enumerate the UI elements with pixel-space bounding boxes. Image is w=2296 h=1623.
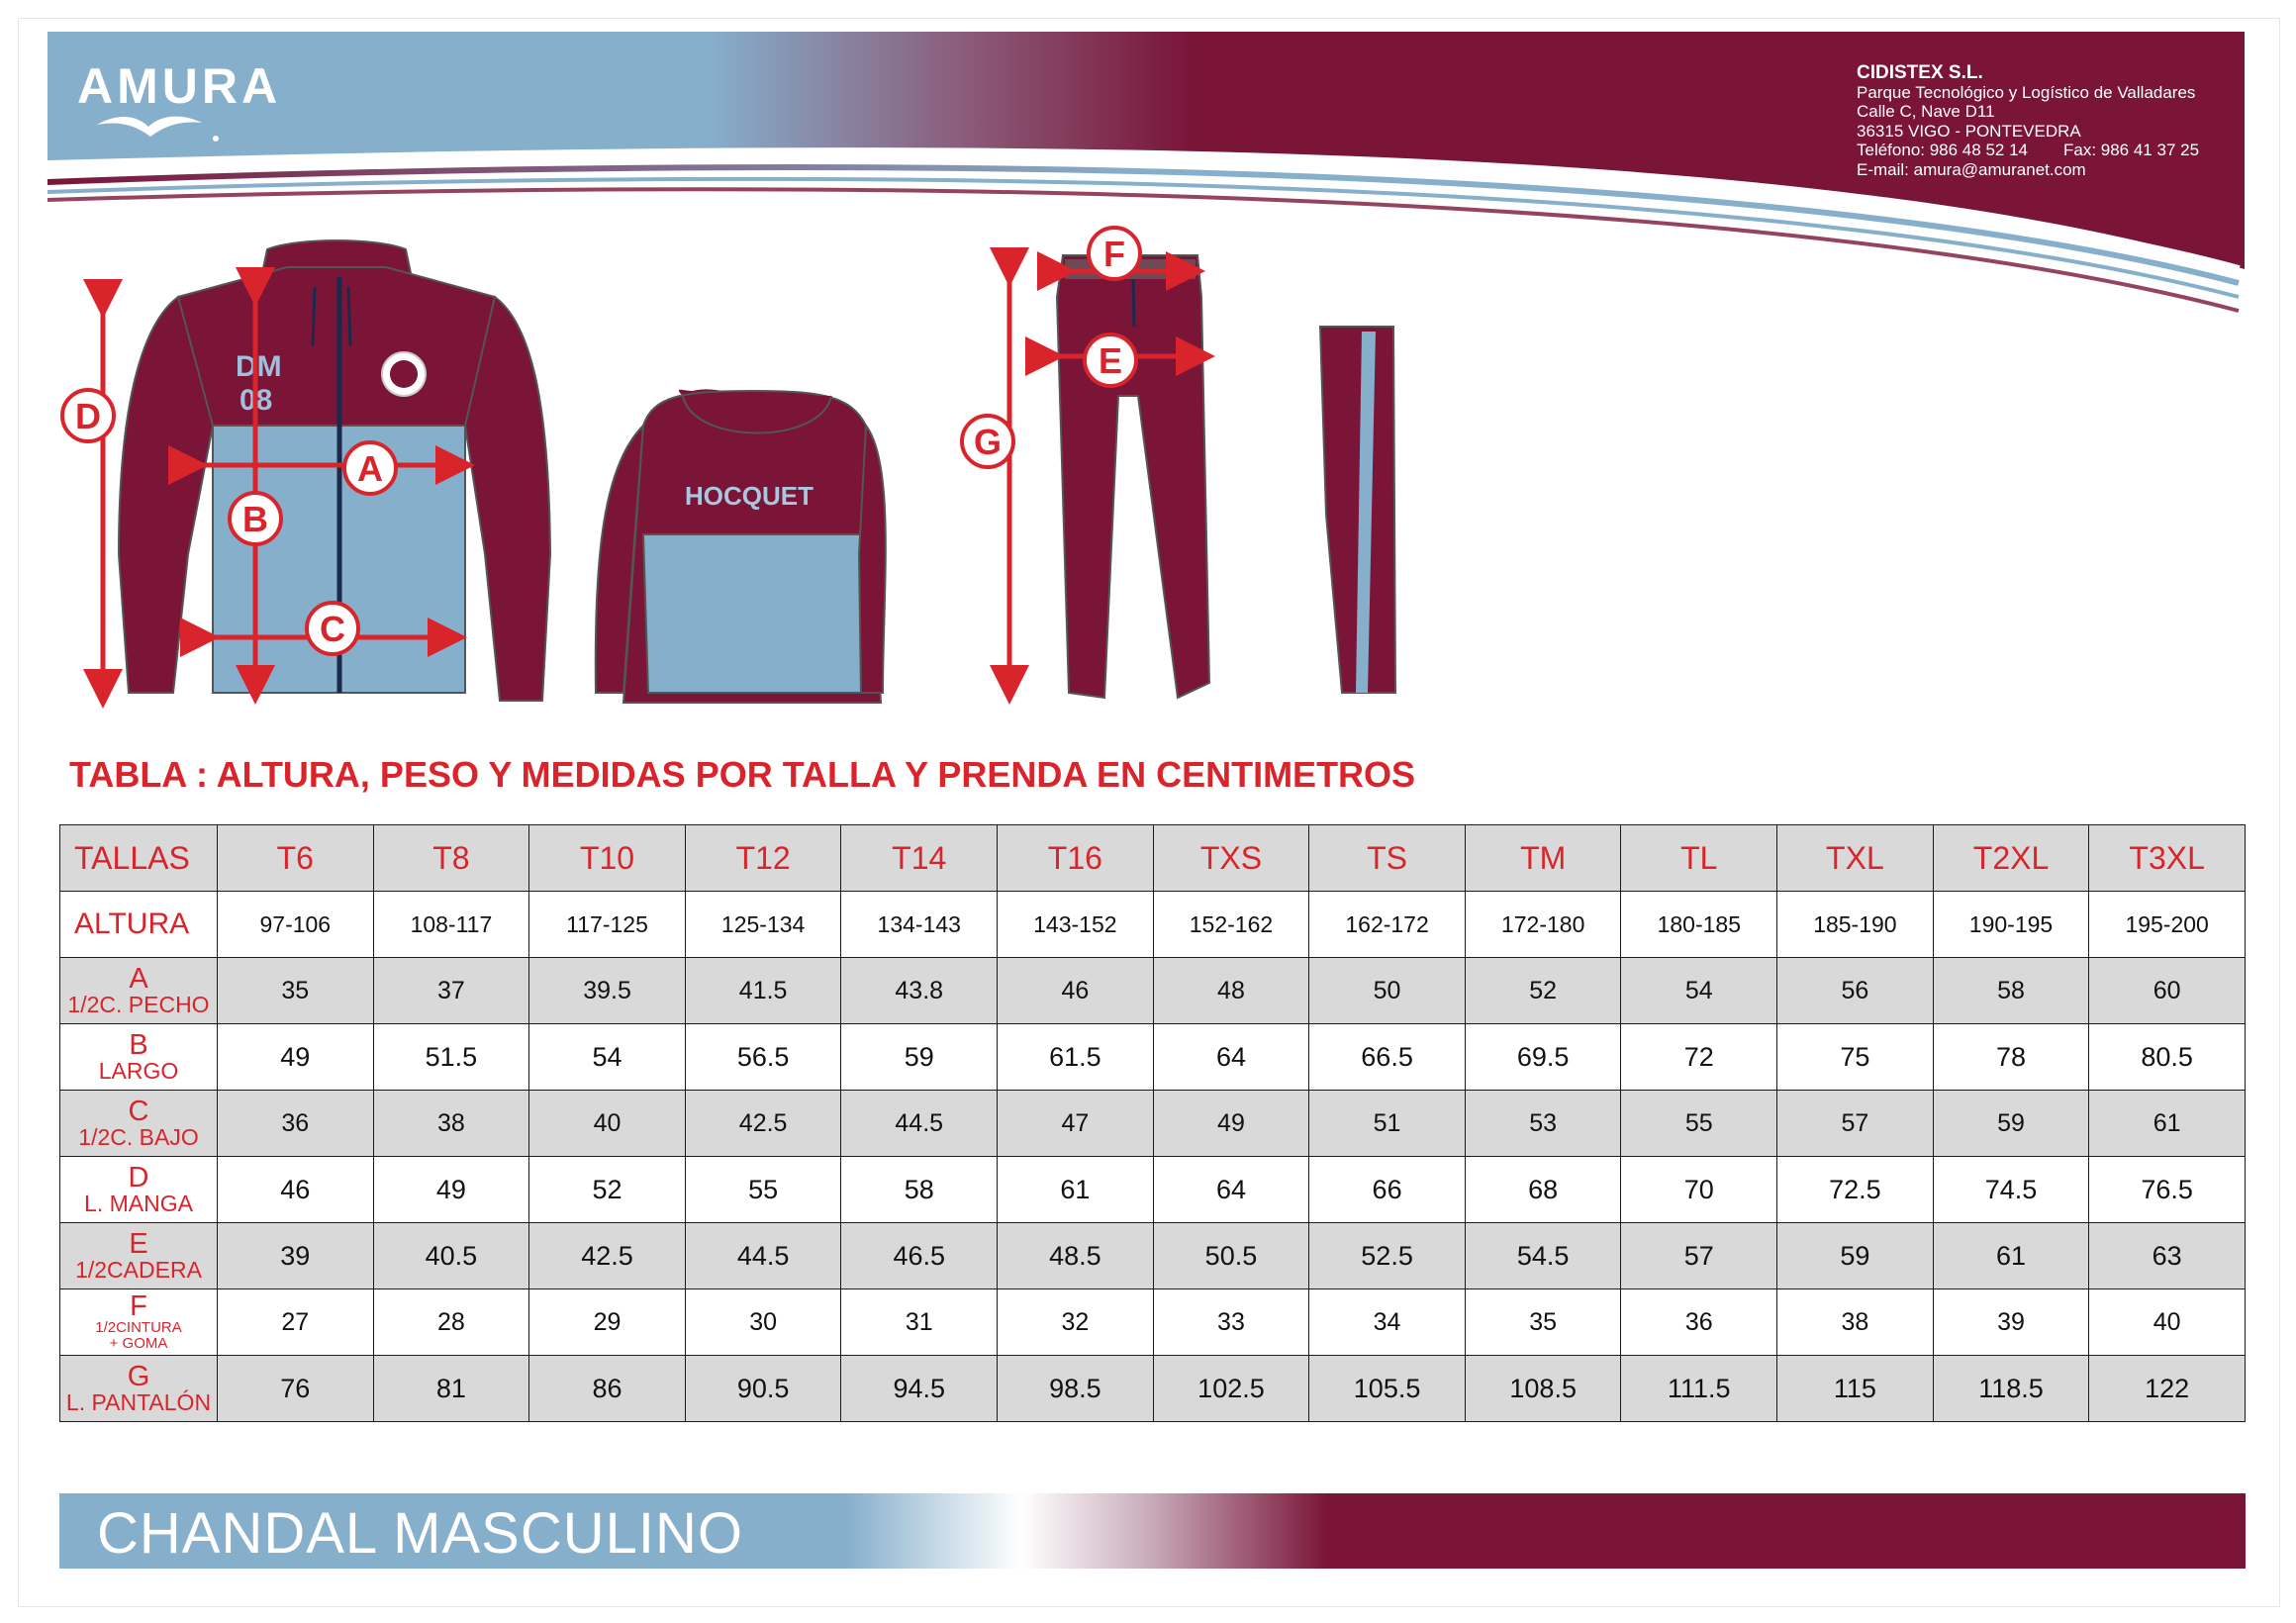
table-cell: 57 [1621, 1223, 1777, 1289]
table-cell: 31 [841, 1289, 998, 1356]
altura-label: ALTURA [60, 892, 218, 958]
table-cell: 35 [1465, 1289, 1621, 1356]
company-name: CIDISTEX S.L. [1857, 62, 1983, 83]
table-cell: 46 [218, 1157, 374, 1223]
table-title: TABLA : ALTURA, PESO Y MEDIDAS POR TALLA Y PRENDA EN CENTIMETROS [69, 754, 1416, 795]
table-cell: 108-117 [373, 892, 529, 958]
row-label-f: F 1/2CINTURA + GOMA [60, 1289, 218, 1356]
table-cell: 63 [2089, 1223, 2246, 1289]
table-cell: 60 [2089, 958, 2246, 1024]
table-cell: 105.5 [1309, 1356, 1466, 1422]
size-header-t2xl: T2XL [1933, 825, 2089, 892]
address-line-1: Parque Tecnológico y Logístico de Valladares [1857, 82, 2196, 102]
table-cell: 80.5 [2089, 1024, 2246, 1091]
table-header-row [60, 825, 2246, 892]
table-cell: 40 [529, 1091, 686, 1157]
size-header-t10: T10 [529, 825, 686, 892]
row-label-d: D L. MANGA [60, 1157, 218, 1223]
table-cell: 59 [1777, 1223, 1934, 1289]
table-cell: 39 [1933, 1289, 2089, 1356]
garment-illustrations [0, 0, 2296, 732]
table-cell: 152-162 [1153, 892, 1309, 958]
table-cell: 172-180 [1465, 892, 1621, 958]
measure-row-e [60, 1223, 2246, 1289]
svg-text:B: B [242, 499, 268, 539]
table-cell: 56 [1777, 958, 1934, 1024]
svg-text:C: C [320, 609, 345, 649]
table-cell: 61 [998, 1157, 1154, 1223]
row-label-e: E 1/2CADERA [60, 1223, 218, 1289]
table-cell: 81 [373, 1356, 529, 1422]
measure-marker-a [344, 442, 396, 494]
table-cell: 72.5 [1777, 1157, 1934, 1223]
table-cell: 49 [218, 1024, 374, 1091]
fax-number: Fax: 986 41 37 25 [2062, 141, 2200, 159]
table-cell: 59 [841, 1024, 998, 1091]
row-label-c: C 1/2C. BAJO [60, 1091, 218, 1157]
measure-row-a [60, 958, 2246, 1024]
table-cell: 33 [1153, 1289, 1309, 1356]
table-cell: 125-134 [685, 892, 841, 958]
table-cell: 48 [1153, 958, 1309, 1024]
table-cell: 97-106 [218, 892, 374, 958]
table-cell: 44.5 [685, 1223, 841, 1289]
table-cell: 98.5 [998, 1356, 1154, 1422]
table-cell: 86 [529, 1356, 686, 1422]
table-cell: 69.5 [1465, 1024, 1621, 1091]
jacket-chest-print: DM [236, 350, 282, 383]
measure-marker-d [62, 390, 114, 441]
measure-marker-f [1089, 228, 1140, 279]
row-label-g: G L. PANTALÓN [60, 1356, 218, 1422]
table-cell: 108.5 [1465, 1356, 1621, 1422]
table-cell: 76.5 [2089, 1157, 2246, 1223]
measure-marker-g [962, 416, 1013, 467]
table-cell: 39 [218, 1223, 374, 1289]
jacket-number-print: 08 [239, 384, 273, 417]
size-header-txs: TXS [1153, 825, 1309, 892]
svg-text:F: F [1103, 234, 1125, 274]
table-cell: 30 [685, 1289, 841, 1356]
table-cell: 52 [1465, 958, 1621, 1024]
table-cell: 55 [685, 1157, 841, 1223]
table-cell: 27 [218, 1289, 374, 1356]
table-cell: 70 [1621, 1157, 1777, 1223]
table-cell: 58 [841, 1157, 998, 1223]
table-cell: 115 [1777, 1356, 1934, 1422]
table-cell: 76 [218, 1356, 374, 1422]
phone-number: Teléfono: 986 48 52 14 [1857, 141, 2028, 159]
table-cell: 94.5 [841, 1356, 998, 1422]
measure-row-d [60, 1157, 2246, 1223]
size-header-tl: TL [1621, 825, 1777, 892]
row-label-a: A 1/2C. PECHO [60, 958, 218, 1024]
measure-row-g [60, 1356, 2246, 1422]
table-cell: 54.5 [1465, 1223, 1621, 1289]
table-cell: 185-190 [1777, 892, 1934, 958]
table-cell: 64 [1153, 1024, 1309, 1091]
table-cell: 61 [2089, 1091, 2246, 1157]
email-line: E-mail: amura@amuranet.com [1857, 159, 2086, 179]
table-cell: 46.5 [841, 1223, 998, 1289]
tallas-header: TALLAS [60, 825, 218, 892]
svg-text:D: D [75, 396, 101, 436]
table-cell: 43.8 [841, 958, 998, 1024]
table-cell: 58 [1933, 958, 2089, 1024]
table-cell: 42.5 [529, 1223, 686, 1289]
table-cell: 52.5 [1309, 1223, 1466, 1289]
table-cell: 28 [373, 1289, 529, 1356]
table-cell: 42.5 [685, 1091, 841, 1157]
svg-text:G: G [973, 422, 1003, 462]
table-cell: 40.5 [373, 1223, 529, 1289]
table-cell: 78 [1933, 1024, 2089, 1091]
table-cell: 41.5 [685, 958, 841, 1024]
table-cell: 48.5 [998, 1223, 1154, 1289]
table-cell: 44.5 [841, 1091, 998, 1157]
size-header-t16: T16 [998, 825, 1154, 892]
table-cell: 59 [1933, 1091, 2089, 1157]
jacket-back-illustration [596, 389, 886, 703]
table-cell: 47 [998, 1091, 1154, 1157]
table-cell: 180-185 [1621, 892, 1777, 958]
table-cell: 38 [1777, 1289, 1934, 1356]
table-cell: 54 [1621, 958, 1777, 1024]
table-cell: 61 [1933, 1223, 2089, 1289]
size-header-txl: TXL [1777, 825, 1934, 892]
logo-text: AMURA [77, 58, 282, 114]
table-cell: 195-200 [2089, 892, 2246, 958]
table-cell: 49 [1153, 1091, 1309, 1157]
row-label-b: B LARGO [60, 1024, 218, 1091]
address-line-3: 36315 VIGO - PONTEVEDRA [1857, 121, 2081, 141]
footer-title: CHANDAL MASCULINO [97, 1501, 743, 1566]
table-cell: 102.5 [1153, 1356, 1309, 1422]
table-cell: 29 [529, 1289, 686, 1356]
trousers-side-illustration [1320, 327, 1395, 693]
table-cell: 46 [998, 958, 1154, 1024]
table-cell: 64 [1153, 1157, 1309, 1223]
table-cell: 75 [1777, 1024, 1934, 1091]
table-cell: 90.5 [685, 1356, 841, 1422]
table-cell: 36 [218, 1091, 374, 1157]
table-cell: 40 [2089, 1289, 2246, 1356]
table-cell: 72 [1621, 1024, 1777, 1091]
table-cell: 66.5 [1309, 1024, 1466, 1091]
table-cell: 39.5 [529, 958, 686, 1024]
size-header-t6: T6 [218, 825, 374, 892]
table-cell: 57 [1777, 1091, 1934, 1157]
table-cell: 134-143 [841, 892, 998, 958]
size-table [59, 824, 2246, 1422]
table-cell: 50 [1309, 958, 1466, 1024]
size-header-ts: TS [1309, 825, 1466, 892]
measure-row-b [60, 1024, 2246, 1091]
measure-row-c [60, 1091, 2246, 1157]
measure-row-f [60, 1289, 2246, 1356]
table-cell: 52 [529, 1157, 686, 1223]
table-cell: 51 [1309, 1091, 1466, 1157]
table-cell: 190-195 [1933, 892, 2089, 958]
table-cell: 111.5 [1621, 1356, 1777, 1422]
measure-marker-b [230, 493, 281, 544]
svg-text:E: E [1098, 340, 1123, 381]
table-cell: 68 [1465, 1157, 1621, 1223]
table-cell: 32 [998, 1289, 1154, 1356]
table-cell: 38 [373, 1091, 529, 1157]
table-cell: 122 [2089, 1356, 2246, 1422]
svg-text:A: A [357, 448, 383, 489]
table-cell: 37 [373, 958, 529, 1024]
table-cell: 51.5 [373, 1024, 529, 1091]
table-cell: 50.5 [1153, 1223, 1309, 1289]
size-header-t8: T8 [373, 825, 529, 892]
measure-marker-c [307, 603, 358, 654]
table-cell: 56.5 [685, 1024, 841, 1091]
table-cell: 143-152 [998, 892, 1154, 958]
table-cell: 35 [218, 958, 374, 1024]
table-cell: 54 [529, 1024, 686, 1091]
address-line-2: Calle C, Nave D11 [1857, 102, 1995, 121]
size-header-t3xl: T3XL [2089, 825, 2246, 892]
size-header-tm: TM [1465, 825, 1621, 892]
table-cell: 61.5 [998, 1024, 1154, 1091]
jacket-back-name-print: HOCQUET [685, 481, 813, 511]
table-cell: 162-172 [1309, 892, 1466, 958]
table-cell: 55 [1621, 1091, 1777, 1157]
table-cell: 74.5 [1933, 1157, 2089, 1223]
table-cell: 66 [1309, 1157, 1466, 1223]
size-header-t12: T12 [685, 825, 841, 892]
table-cell: 34 [1309, 1289, 1466, 1356]
table-cell: 36 [1621, 1289, 1777, 1356]
trousers-front-illustration [1057, 255, 1209, 698]
measure-marker-e [1085, 334, 1136, 386]
table-cell: 53 [1465, 1091, 1621, 1157]
size-header-t14: T14 [841, 825, 998, 892]
table-cell: 49 [373, 1157, 529, 1223]
table-cell: 118.5 [1933, 1356, 2089, 1422]
altura-row [60, 892, 2246, 958]
table-cell: 117-125 [529, 892, 686, 958]
